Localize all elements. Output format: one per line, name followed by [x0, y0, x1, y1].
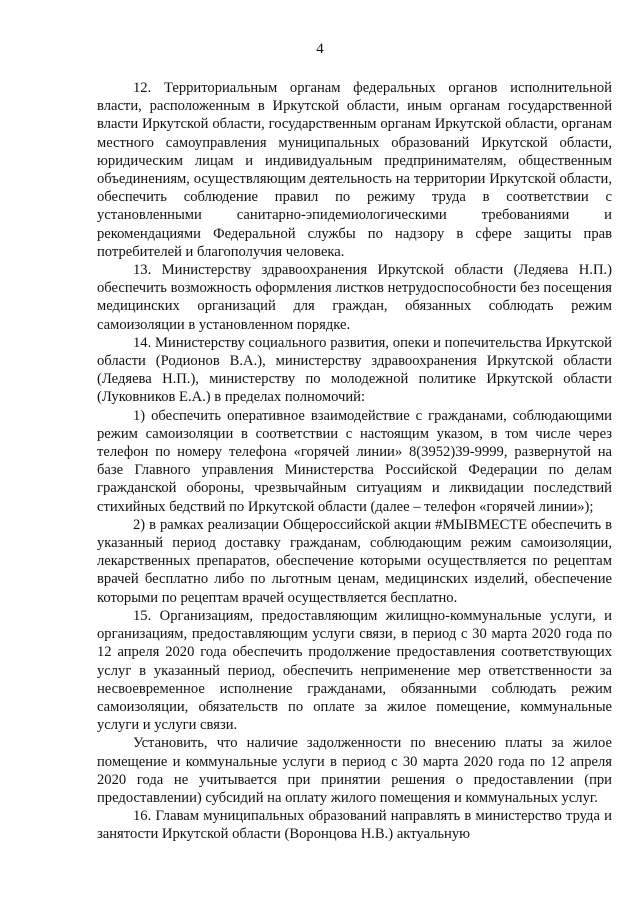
paragraph-13: 13. Министерству здравоохранения Иркутской области (Ледяева Н.П.) обеспечить возможность оформления листков нетрудоспособности без посещения медицинских организаций для граждан, обязанных соблюдать режим самоизоляции в установленном порядке. — [97, 262, 612, 333]
document-body — [97, 79, 612, 844]
paragraph-14-item-2: 2) в рамках реализации Общероссийской акции #МЫВМЕСТЕ обеспечить в указанный период доставку гражданам, соблюдающим режим самоизоляции, лекарственных препаратов, обеспечение которыми осуществляется по рецептам врачей бесплатно либо по льготным ценам, медицинских изделий, обеспечение которыми по рецептам врачей осуществляется бесплатно. — [97, 516, 612, 606]
paragraph-14-item-1: 1) обеспечить оперативное взаимодействие с гражданами, соблюдающими режим самоизоляции в соответствии с настоящим указом, в том числе через телефон по номеру телефона «горячей линии» 8(3952)39-9999, развернутой на базе Главного управления Министерства Российской Федерации по делам гражданской обороны, чрезвычайным ситуациям и ликвидации последствий стихийных бедствий по Иркутской области (далее – телефон «горячей линии»); — [97, 407, 612, 515]
page-number: 4 — [316, 41, 324, 57]
paragraph-15-supplement: Установить, что наличие задолженности по внесению платы за жилое помещение и коммунальные услуги в период с 30 марта 2020 года по 12 апреля 2020 года не учитывается при принятии решения о предоставлении (при предоставлении) субсидий на оплату жилого помещения и коммунальных услуг. — [97, 735, 612, 806]
paragraph-12: 12. Территориальным органам федеральных органов исполнительной власти, расположенным в Иркутской области, иным органам государственной власти Иркутской области, государственным органам Иркутской области, органам местного самоуправления муниципальных образований Иркутской области, юридическим лицам и индивидуальным предпринимателям, общественным объединениям, осуществляющим деятельность на территории Иркутской области, обеспечить соблюдение правил по режиму труда в соответствии с установленными санитарно-эпидемиологическими требованиями и рекомендациями Федеральной службы по надзору в сфере защиты прав потребителей и благополучия человека. — [97, 80, 612, 260]
paragraph-16: 16. Главам муниципальных образований направлять в министерство труда и занятости Иркутской области (Воронцова Н.В.) актуальную — [97, 808, 612, 843]
paragraph-15: 15. Организациям, предоставляющим жилищно-коммунальные услуги, и организациям, предоставляющим услуги связи, в период с 30 марта 2020 года по 12 апреля 2020 года обеспечить продолжение предоставления соответствующих услуг в указанный период, обеспечить неприменение мер ответственности за несвоевременное исполнение гражданами, обязанными соблюдать режим самоизоляции, обязательств по оплате за жилое помещение, коммунальные услуги и услуги связи. — [97, 607, 612, 734]
paragraph-14: 14. Министерству социального развития, опеки и попечительства Иркутской области (Родионов В.А.), министерству здравоохранения Иркутской области (Ледяева Н.П.), министерству по молодежной политике Иркутской области (Луковников Е.А.) в пределах полномочий: — [97, 334, 612, 406]
